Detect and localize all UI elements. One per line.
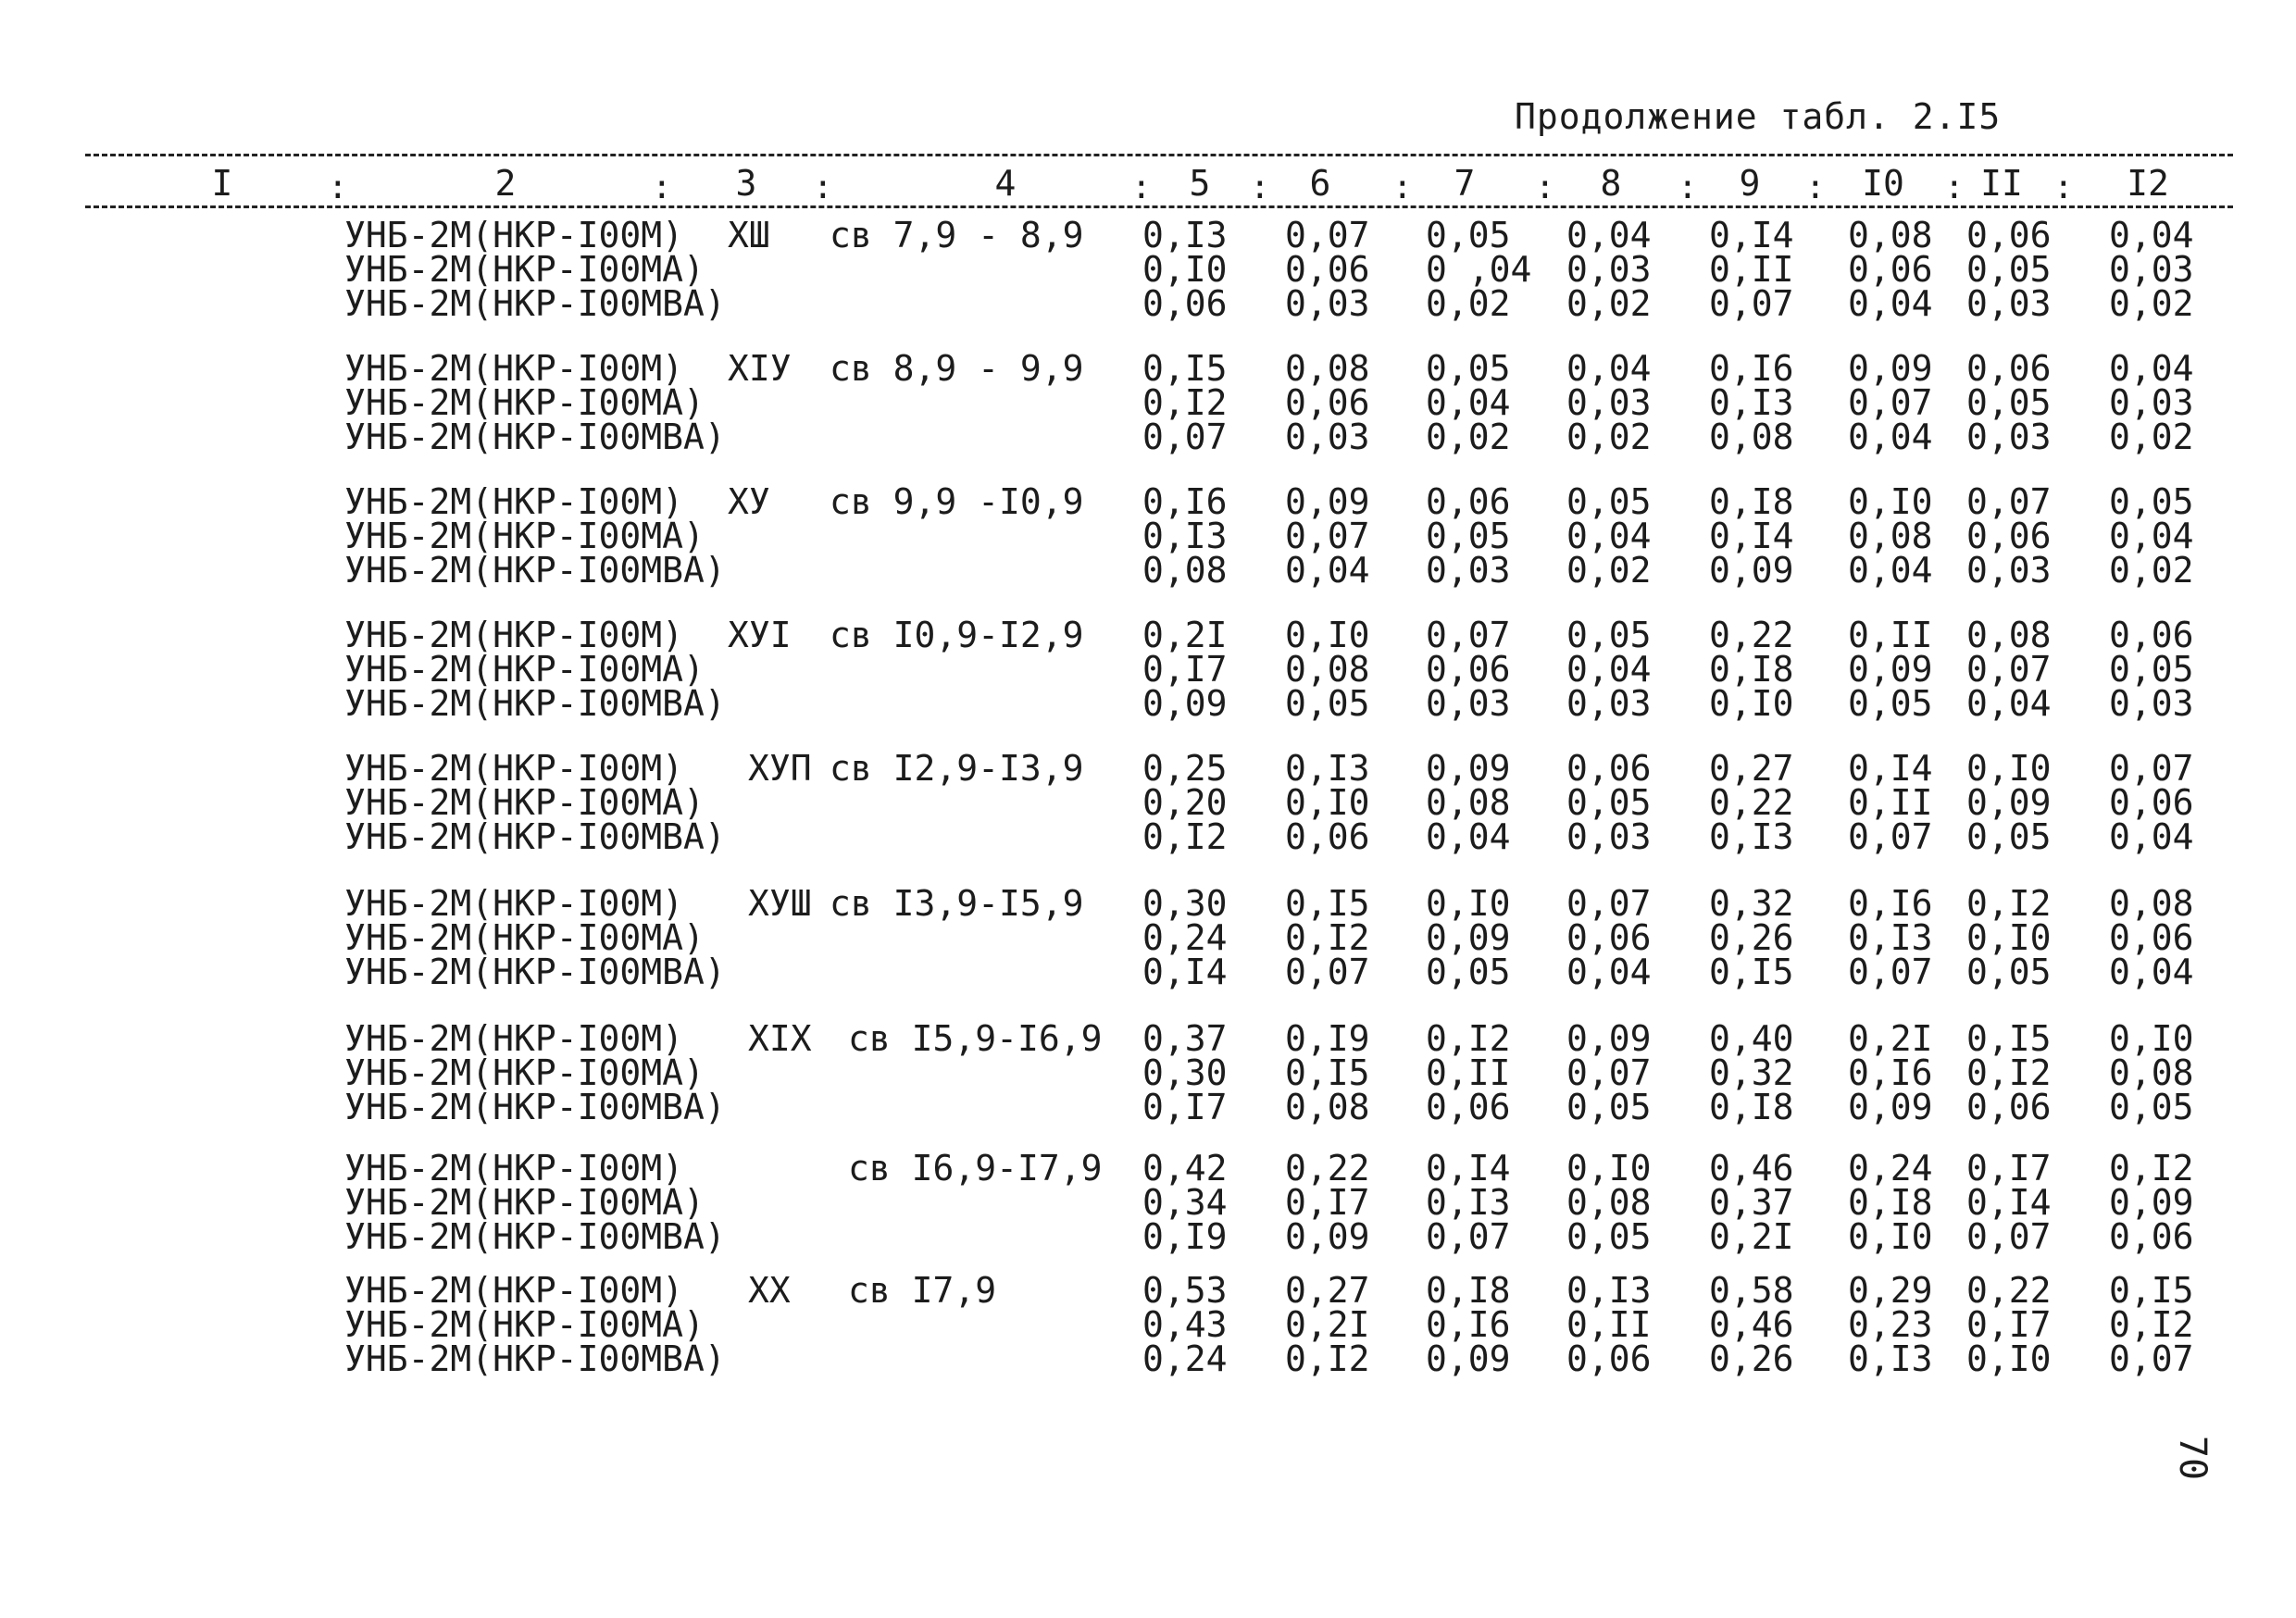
value-cell-c11: 0,07 0,06 0,03 (1966, 481, 2052, 591)
value-cell-c11: 0,I7 0,I4 0,07 (1966, 1148, 2052, 1257)
value-cell-c5: 0,25 0,20 0,I2 (1142, 748, 1228, 857)
value-cell-c5: 0,53 0,43 0,24 (1142, 1270, 1228, 1379)
value-cell-c11: 0,08 0,07 0,04 (1966, 615, 2052, 724)
column-separator: : (1392, 168, 1413, 206)
column-separator: : (328, 168, 348, 206)
column-separator: : (2053, 168, 2074, 206)
column-separator: : (1678, 168, 1698, 206)
value-cell-c7: 0,06 0,05 0,03 (1426, 481, 1511, 591)
value-cell-c6: 0,22 0,I7 0,09 (1285, 1148, 1370, 1257)
value-cell-c8: 0,05 0,04 0,03 (1566, 615, 1652, 724)
column-header: 9 (1739, 163, 1761, 204)
range-cell: св 9,9 -I0,9 (830, 481, 1084, 522)
value-cell-c7: 0,I4 0,I3 0,07 (1426, 1148, 1511, 1257)
table-row (0, 883, 2296, 1007)
value-cell-c5: 0,I5 0,I2 0,07 (1142, 348, 1228, 457)
value-cell-c8: 0,I0 0,08 0,05 (1566, 1148, 1652, 1257)
value-cell-c12: 0,08 0,06 0,04 (2109, 883, 2194, 992)
value-cell-c10: 0,24 0,I8 0,I0 (1848, 1148, 1933, 1257)
value-cell-c6: 0,I9 0,I5 0,08 (1285, 1018, 1370, 1127)
range-cell: св I7,9 (848, 1270, 997, 1311)
column-header: 7 (1454, 163, 1476, 204)
value-cell-c9: 0,46 0,37 0,2I (1709, 1148, 1794, 1257)
pump-models-cell: УНБ-2М(НКР-I00М) УНБ-2М(НКР-I00МА) УНБ-2М(НКР-I00МВА) (344, 1018, 726, 1127)
value-cell-c12: 0,04 0,03 0,02 (2109, 348, 2194, 457)
column-separator: : (813, 168, 833, 206)
value-cell-c12: 0,I2 0,09 0,06 (2109, 1148, 2194, 1257)
value-cell-c8: 0,07 0,06 0,04 (1566, 883, 1652, 992)
header-top-rule (85, 154, 2233, 156)
table-row (0, 748, 2296, 872)
column-header: I (211, 163, 233, 204)
value-cell-c11: 0,I5 0,I2 0,06 (1966, 1018, 2052, 1127)
column-header: I0 (1862, 163, 1904, 204)
range-cell: св 8,9 - 9,9 (830, 348, 1084, 389)
value-cell-c8: 0,I3 0,II 0,06 (1566, 1270, 1652, 1379)
value-cell-c11: 0,I2 0,I0 0,05 (1966, 883, 2052, 992)
range-cell: св I2,9-I3,9 (830, 748, 1084, 789)
range-cell: св I6,9-I7,9 (848, 1148, 1103, 1189)
column-header: 3 (735, 163, 757, 204)
value-cell-c7: 0,I0 0,09 0,05 (1426, 883, 1511, 992)
table-continuation-caption: Продолжение табл. 2.I5 (1515, 96, 2002, 137)
value-cell-c10: 0,I6 0,I3 0,07 (1848, 883, 1933, 992)
class-cell: ХУП (748, 748, 812, 789)
pump-models-cell: УНБ-2М(НКР-I00М) УНБ-2М(НКР-I00МА) УНБ-2М(НКР-I00МВА) (344, 883, 726, 992)
table-row (0, 1270, 2296, 1394)
class-cell: ХУ (728, 481, 770, 522)
value-cell-c8: 0,09 0,07 0,05 (1566, 1018, 1652, 1127)
value-cell-c7: 0,I8 0,I6 0,09 (1426, 1270, 1511, 1379)
value-cell-c12: 0,07 0,06 0,04 (2109, 748, 2194, 857)
value-cell-c9: 0,I6 0,I3 0,08 (1709, 348, 1794, 457)
class-cell: XX (748, 1270, 791, 1311)
value-cell-c12: 0,05 0,04 0,02 (2109, 481, 2194, 591)
value-cell-c9: 0,27 0,22 0,I3 (1709, 748, 1794, 857)
value-cell-c6: 0,09 0,07 0,04 (1285, 481, 1370, 591)
pump-models-cell: УНБ-2М(НКР-I00М) УНБ-2М(НКР-I00МА) УНБ-2М(НКР-I00МВА) (344, 348, 726, 457)
range-cell: св 7,9 - 8,9 (830, 215, 1084, 255)
column-header: 6 (1309, 163, 1331, 204)
value-cell-c10: 0,09 0,07 0,04 (1848, 348, 1933, 457)
value-cell-c9: 0,40 0,32 0,I8 (1709, 1018, 1794, 1127)
table-row (0, 215, 2296, 339)
table-row (0, 481, 2296, 605)
value-cell-c10: 0,29 0,23 0,I3 (1848, 1270, 1933, 1379)
value-cell-c12: 0,I0 0,08 0,05 (2109, 1018, 2194, 1127)
value-cell-c7: 0,I2 0,II 0,06 (1426, 1018, 1511, 1127)
value-cell-c10: 0,08 0,06 0,04 (1848, 215, 1933, 324)
value-cell-c11: 0,22 0,I7 0,I0 (1966, 1270, 2052, 1379)
column-separator: : (1805, 168, 1826, 206)
value-cell-c12: 0,04 0,03 0,02 (2109, 215, 2194, 324)
value-cell-c6: 0,I0 0,08 0,05 (1285, 615, 1370, 724)
value-cell-c6: 0,27 0,2I 0,I2 (1285, 1270, 1370, 1379)
value-cell-c9: 0,I8 0,I4 0,09 (1709, 481, 1794, 591)
header-bottom-rule (85, 205, 2233, 208)
value-cell-c8: 0,05 0,04 0,02 (1566, 481, 1652, 591)
value-cell-c10: 0,I0 0,08 0,04 (1848, 481, 1933, 591)
value-cell-c7: 0,05 0,04 0,02 (1426, 348, 1511, 457)
value-cell-c6: 0,I3 0,I0 0,06 (1285, 748, 1370, 857)
table-row (0, 1148, 2296, 1272)
column-header: 5 (1189, 163, 1211, 204)
value-cell-c11: 0,06 0,05 0,03 (1966, 348, 2052, 457)
value-cell-c12: 0,I5 0,I2 0,07 (2109, 1270, 2194, 1379)
value-cell-c5: 0,37 0,30 0,I7 (1142, 1018, 1228, 1127)
column-header: II (1980, 163, 2023, 204)
range-cell: св I3,9-I5,9 (830, 883, 1084, 924)
range-cell: св I0,9-I2,9 (830, 615, 1084, 655)
pump-models-cell: УНБ-2М(НКР-I00М) УНБ-2М(НКР-I00МА) УНБ-2М(НКР-I00МВА) (344, 1148, 726, 1257)
value-cell-c6: 0,07 0,06 0,03 (1285, 215, 1370, 324)
column-header: 4 (994, 163, 1017, 204)
column-separator: : (1944, 168, 1965, 206)
value-cell-c9: 0,32 0,26 0,I5 (1709, 883, 1794, 992)
value-cell-c8: 0,04 0,03 0,02 (1566, 215, 1652, 324)
value-cell-c9: 0,I4 0,II 0,07 (1709, 215, 1794, 324)
column-separator: : (1250, 168, 1270, 206)
value-cell-c7: 0,09 0,08 0,04 (1426, 748, 1511, 857)
page-number: 70 (2171, 1435, 2215, 1481)
value-cell-c5: 0,30 0,24 0,I4 (1142, 883, 1228, 992)
class-cell: ХУШ (748, 883, 812, 924)
pump-models-cell: УНБ-2М(НКР-I00М) УНБ-2М(НКР-I00МА) УНБ-2М(НКР-I00МВА) (344, 1270, 726, 1379)
value-cell-c5: 0,42 0,34 0,I9 (1142, 1148, 1228, 1257)
value-cell-c9: 0,58 0,46 0,26 (1709, 1270, 1794, 1379)
table-row (0, 1018, 2296, 1142)
column-header: 8 (1600, 163, 1622, 204)
column-separator: : (652, 168, 672, 206)
column-separator: : (1131, 168, 1152, 206)
value-cell-c5: 0,I3 0,I0 0,06 (1142, 215, 1228, 324)
column-separator: : (1535, 168, 1555, 206)
column-header: 2 (494, 163, 517, 204)
pump-models-cell: УНБ-2М(НКР-I00М) УНБ-2М(НКР-I00МА) УНБ-2М(НКР-I00МВА) (344, 481, 726, 591)
value-cell-c8: 0,06 0,05 0,03 (1566, 748, 1652, 857)
value-cell-c10: 0,2I 0,I6 0,09 (1848, 1018, 1933, 1127)
range-cell: св I5,9-I6,9 (848, 1018, 1103, 1059)
value-cell-c11: 0,06 0,05 0,03 (1966, 215, 2052, 324)
value-cell-c12: 0,06 0,05 0,03 (2109, 615, 2194, 724)
value-cell-c6: 0,08 0,06 0,03 (1285, 348, 1370, 457)
table-row (0, 615, 2296, 739)
column-header: I2 (2127, 163, 2169, 204)
value-cell-c11: 0,I0 0,09 0,05 (1966, 748, 2052, 857)
class-cell: XIX (748, 1018, 812, 1059)
value-cell-c5: 0,I6 0,I3 0,08 (1142, 481, 1228, 591)
value-cell-c10: 0,II 0,09 0,05 (1848, 615, 1933, 724)
class-cell: ХIУ (728, 348, 792, 389)
pump-models-cell: УНБ-2М(НКР-I00М) УНБ-2М(НКР-I00МА) УНБ-2М(НКР-I00МВА) (344, 215, 726, 324)
value-cell-c8: 0,04 0,03 0,02 (1566, 348, 1652, 457)
pump-models-cell: УНБ-2М(НКР-I00М) УНБ-2М(НКР-I00МА) УНБ-2М(НКР-I00МВА) (344, 748, 726, 857)
value-cell-c6: 0,I5 0,I2 0,07 (1285, 883, 1370, 992)
value-cell-c10: 0,I4 0,II 0,07 (1848, 748, 1933, 857)
value-cell-c7: 0,05 0 ,04 0,02 (1426, 215, 1532, 324)
value-cell-c5: 0,2I 0,I7 0,09 (1142, 615, 1228, 724)
value-cell-c9: 0,22 0,I8 0,I0 (1709, 615, 1794, 724)
table-row (0, 348, 2296, 472)
class-cell: ХУI (728, 615, 792, 655)
value-cell-c7: 0,07 0,06 0,03 (1426, 615, 1511, 724)
class-cell: ХШ (728, 215, 770, 255)
pump-models-cell: УНБ-2М(НКР-I00М) УНБ-2М(НКР-I00МА) УНБ-2М(НКР-I00МВА) (344, 615, 726, 724)
